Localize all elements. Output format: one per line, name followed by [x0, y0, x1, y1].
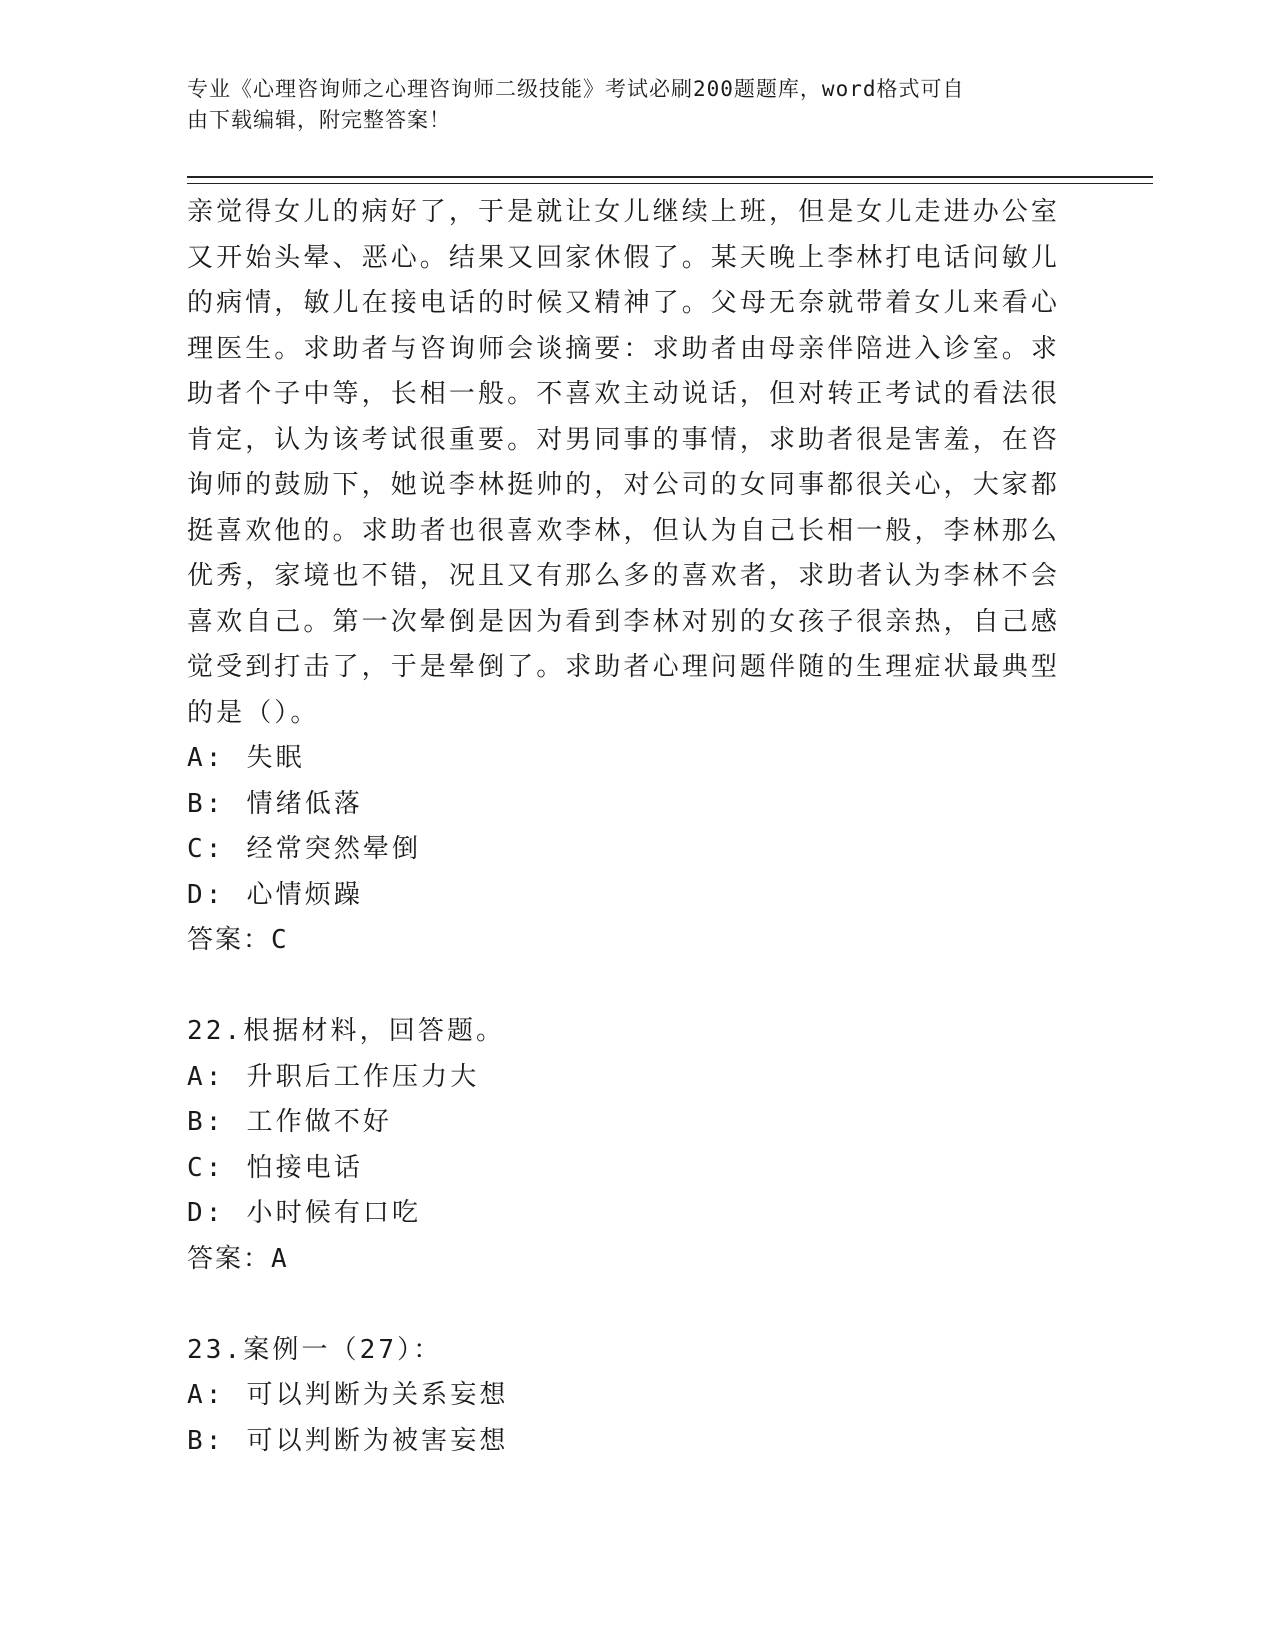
stem-line: 的病情，敏儿在接电话的时候又精神了。父母无奈就带着女儿来看心: [187, 288, 1061, 318]
stem-line: 挺喜欢他的。求助者也很喜欢李林，但认为自己长相一般，李林那么: [187, 515, 1061, 546]
page-header: [187, 74, 1057, 136]
stem-line: 觉受到打击了，于是晕倒了。求助者心理问题伴随的生理症状最典型: [187, 652, 1061, 682]
stem-line: 喜欢自己。第一次晕倒是因为看到李林对别的女孩子很亲热，自己感: [187, 606, 1061, 637]
header-divider-thick: [187, 176, 1153, 178]
option-c: C: 怕接电话: [187, 1152, 363, 1183]
option-a: A: 可以判断为关系妄想: [187, 1380, 509, 1410]
option-d: D: 小时候有口吃: [187, 1198, 422, 1228]
stem-line: 询师的鼓励下，她说李林挺帅的，对公司的女同事都很关心，大家都: [187, 470, 1061, 500]
document-body: [187, 190, 1067, 1464]
stem-line: 优秀，家境也不错，况且又有那么多的喜欢者，求助者认为李林不会: [187, 561, 1061, 591]
answer-line: 答案：C: [187, 925, 287, 955]
option-b: B: 工作做不好: [187, 1107, 393, 1137]
header-line-2: 由下载编辑，附完整答案！: [187, 108, 451, 132]
question-title: 23.案例一（27）：: [187, 1334, 443, 1365]
option-b: B: 情绪低落: [187, 788, 363, 819]
answer-line: 答案：A: [187, 1243, 287, 1274]
question-title: 22.根据材料，回答题。: [187, 1016, 506, 1046]
option-a: A: 失眠: [187, 743, 305, 773]
question-22: [187, 1009, 1067, 1282]
stem-line: 助者个子中等，长相一般。不喜欢主动说话，但对转正考试的看法很: [187, 379, 1061, 409]
stem-line: 理医生。求助者与咨询师会谈摘要：求助者由母亲伴陪进入诊室。求: [187, 333, 1061, 364]
option-a: A: 升职后工作压力大: [187, 1061, 480, 1092]
question-23: [187, 1328, 1067, 1465]
option-c: C: 经常突然晕倒: [187, 834, 422, 864]
question-21-stem: [187, 190, 1067, 736]
stem-line: 又开始头晕、恶心。结果又回家休假了。某天晚上李林打电话问敏儿: [187, 242, 1061, 273]
header-line-1: 专业《心理咨询师之心理咨询师二级技能》考试必刷200题题库，word格式可自: [187, 77, 965, 101]
stem-line: 肯定，认为该考试很重要。对男同事的事情，求助者很是害羞，在咨: [187, 424, 1061, 455]
option-d: D: 心情烦躁: [187, 879, 363, 910]
option-b: B: 可以判断为被害妄想: [187, 1425, 509, 1456]
stem-line: 的是（）。: [187, 697, 320, 728]
header-divider-thin: [187, 183, 1153, 184]
stem-line: 亲觉得女儿的病好了，于是就让女儿继续上班，但是女儿走进办公室: [187, 197, 1061, 227]
question-21: [187, 190, 1067, 964]
